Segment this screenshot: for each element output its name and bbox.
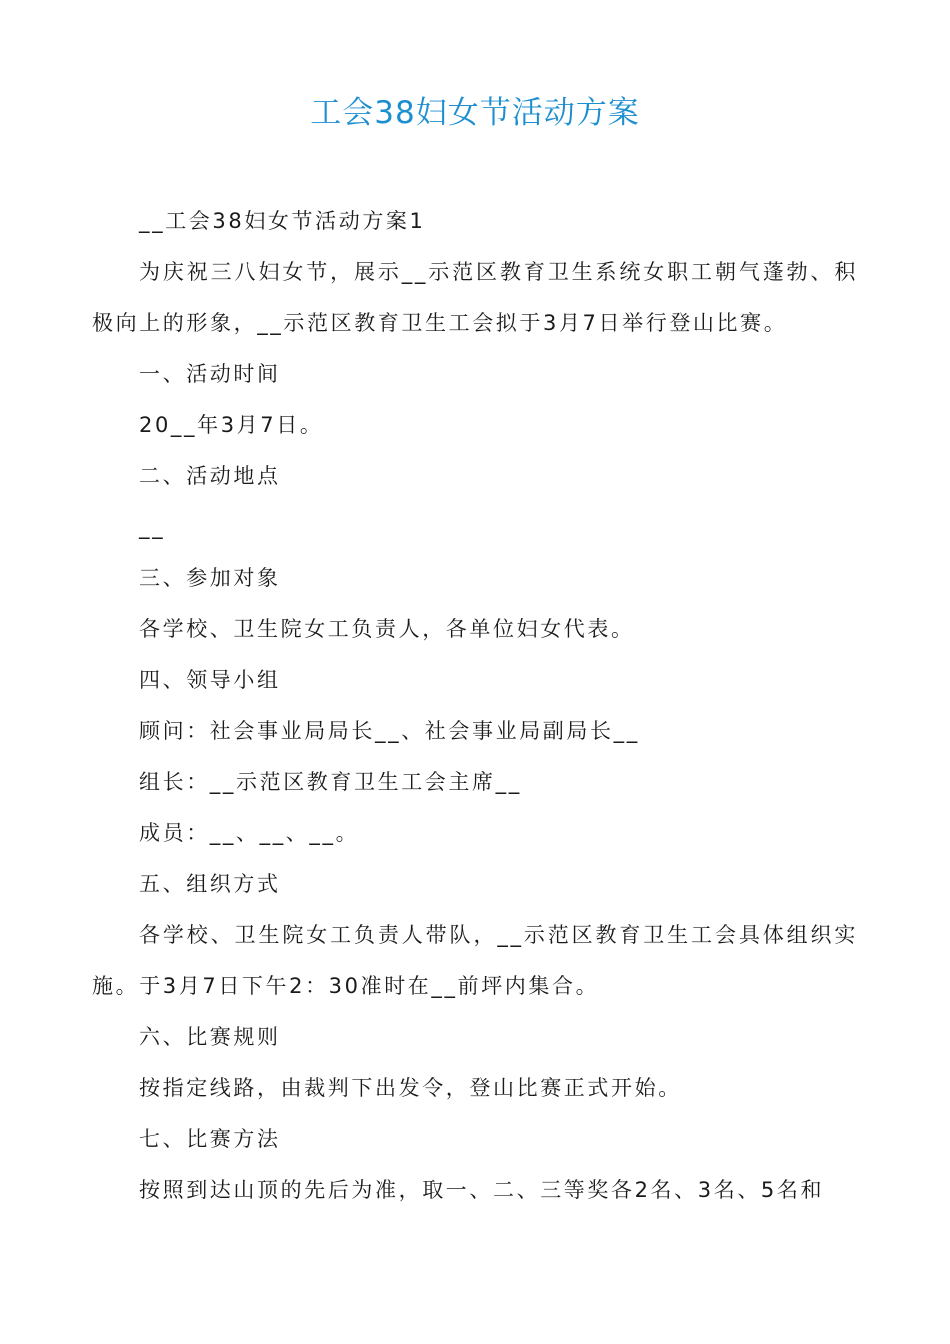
advisor-line: 顾问：社会事业局局长__、社会事业局副局长__ (139, 719, 640, 743)
leader-line: 组长：__示范区教育卫生工会主席__ (139, 770, 522, 794)
section-heading-participants: 三、参加对象 (139, 566, 281, 590)
event-date: 20__年3月7日。 (139, 413, 324, 437)
section-heading-leadership: 四、领导小组 (139, 668, 281, 692)
intro-paragraph: 为庆祝三八妇女节，展示__示范区教育卫生系统女职工朝气蓬勃、积极向上的形象，__示范区教育卫生工会拟于3月7日举行登山比赛。 (92, 260, 858, 335)
method-text: 按照到达山顶的先后为准，取一、二、三等奖各2名、3名、5名和 (139, 1178, 825, 1202)
participants-text: 各学校、卫生院女工负责人，各单位妇女代表。 (139, 617, 635, 641)
section-heading-method: 七、比赛方法 (139, 1127, 281, 1151)
rules-text: 按指定线路，由裁判下出发令，登山比赛正式开始。 (139, 1076, 682, 1100)
organization-paragraph: 各学校、卫生院女工负责人带队，__示范区教育卫生工会具体组织实施。于3月7日下午2：30准时在__前坪内集合。 (92, 923, 858, 998)
section-heading-rules: 六、比赛规则 (139, 1025, 281, 1049)
section-heading-location: 二、活动地点 (139, 464, 281, 488)
members-line: 成员：__、__、__。 (139, 821, 360, 845)
section-heading-organization: 五、组织方式 (139, 872, 281, 896)
document-title: 工会38妇女节活动方案 (310, 95, 640, 131)
section-heading: __工会38妇女节活动方案1 (139, 209, 426, 233)
document-body (92, 196, 858, 1216)
event-location: __ (139, 515, 166, 539)
section-heading-time: 一、活动时间 (139, 362, 281, 386)
